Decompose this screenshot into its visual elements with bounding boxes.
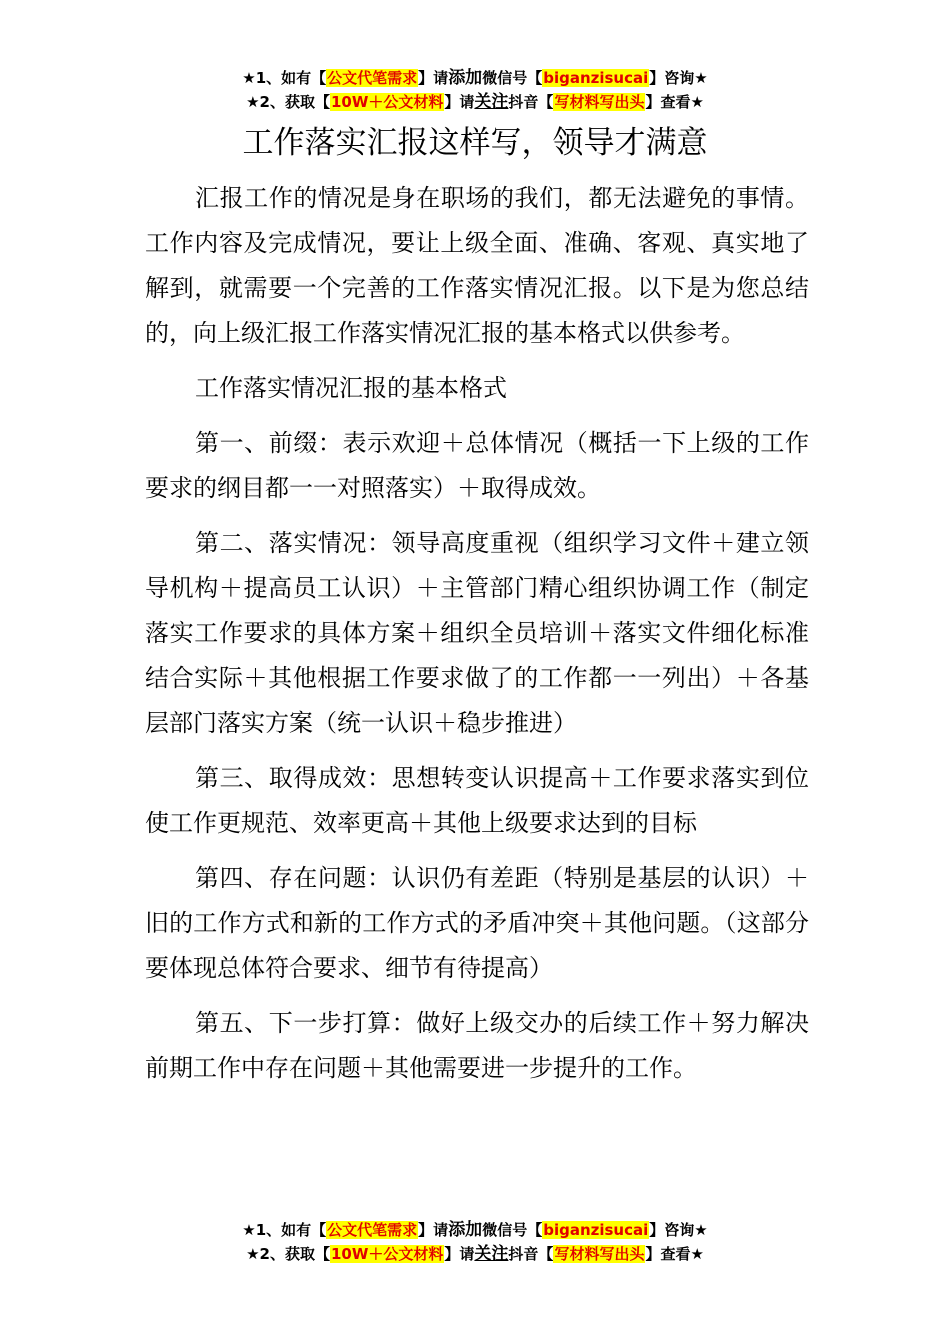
header-banner <box>0 66 950 114</box>
star-icon: ★ <box>246 1245 260 1263</box>
paragraph-fifth: 第五、下一步打算：做好上级交办的后续工作＋努力解决前期工作中存在问题＋其他需要进一步提升的工作。 <box>145 1009 809 1082</box>
banner-text: 2、获取【 <box>259 1245 330 1263</box>
banner-text: 】咨询★ <box>649 69 708 87</box>
banner-line-2 <box>0 90 950 114</box>
banner-emphasis: 关注 <box>474 1244 509 1264</box>
banner-text: 】请 <box>418 69 449 87</box>
banner-line-2 <box>0 1242 950 1266</box>
footer-banner <box>0 1218 950 1266</box>
highlight-materials: 10W＋公文材料 <box>330 1245 444 1263</box>
banner-text: 】查看★ <box>645 1245 704 1263</box>
paragraph-intro: 汇报工作的情况是身在职场的我们，都无法避免的事情。工作内容及完成情况，要让上级全面、准确、客观、真实地了解到，就需要一个完善的工作落实情况汇报。以下是为您总结的，向上级汇报工作落实情况汇报的基本格式以供参考。 <box>145 184 809 347</box>
paragraph-fourth: 第四、存在问题：认识仍有差距（特别是基层的认识）＋旧的工作方式和新的工作方式的矛盾冲突＋其他问题。（这部分要体现总体符合要求、细节有待提高） <box>145 864 809 982</box>
banner-text: 】请 <box>444 93 475 111</box>
highlight-service: 公文代笔需求 <box>327 69 418 87</box>
highlight-wechat-id: biganzisucai <box>543 1221 649 1239</box>
banner-text: 2、获取【 <box>259 93 330 111</box>
banner-emphasis: 添加 <box>448 1220 483 1240</box>
star-icon: ★ <box>242 69 256 87</box>
star-icon: ★ <box>246 93 260 111</box>
star-icon: ★ <box>242 1221 256 1239</box>
banner-text: 】请 <box>444 1245 475 1263</box>
document-body <box>145 176 809 1101</box>
banner-emphasis: 关注 <box>474 92 509 112</box>
highlight-wechat-id: biganzisucai <box>543 69 649 87</box>
banner-text: 】咨询★ <box>649 1221 708 1239</box>
banner-line-1 <box>0 66 950 90</box>
banner-text: 1、如有【 <box>255 69 327 87</box>
highlight-materials: 10W＋公文材料 <box>330 93 444 111</box>
paragraph-third: 第三、取得成效：思想转变认识提高＋工作要求落实到位使工作更规范、效率更高＋其他上级要求达到的目标 <box>145 764 809 837</box>
banner-text: 1、如有【 <box>255 1221 327 1239</box>
document-title: 工作落实汇报这样写，领导才满意 <box>242 125 708 161</box>
banner-text: 抖音【 <box>508 93 554 111</box>
paragraph-first: 第一、前缀：表示欢迎＋总体情况（概括一下上级的工作要求的纲目都一一对照落实）＋取得成效。 <box>145 429 809 502</box>
banner-line-1 <box>0 1218 950 1242</box>
banner-text: 抖音【 <box>508 1245 554 1263</box>
highlight-douyin-account: 写材料写出头 <box>554 1245 645 1263</box>
banner-text: 微信号【 <box>482 1221 543 1239</box>
highlight-douyin-account: 写材料写出头 <box>554 93 645 111</box>
highlight-service: 公文代笔需求 <box>327 1221 418 1239</box>
banner-text: 】查看★ <box>645 93 704 111</box>
section-heading: 工作落实情况汇报的基本格式 <box>195 374 507 402</box>
banner-text: 微信号【 <box>482 69 543 87</box>
banner-text: 】请 <box>418 1221 449 1239</box>
paragraph-second: 第二、落实情况：领导高度重视（组织学习文件＋建立领导机构＋提高员工认识）＋主管部门精心组织协调工作（制定落实工作要求的具体方案＋组织全员培训＋落实文件细化标准结合实际＋其他根据工作要求做了的工作都一一列出）＋各基层部门落实方案（统一认识＋稳步推进） <box>145 529 809 737</box>
banner-emphasis: 添加 <box>448 68 483 88</box>
